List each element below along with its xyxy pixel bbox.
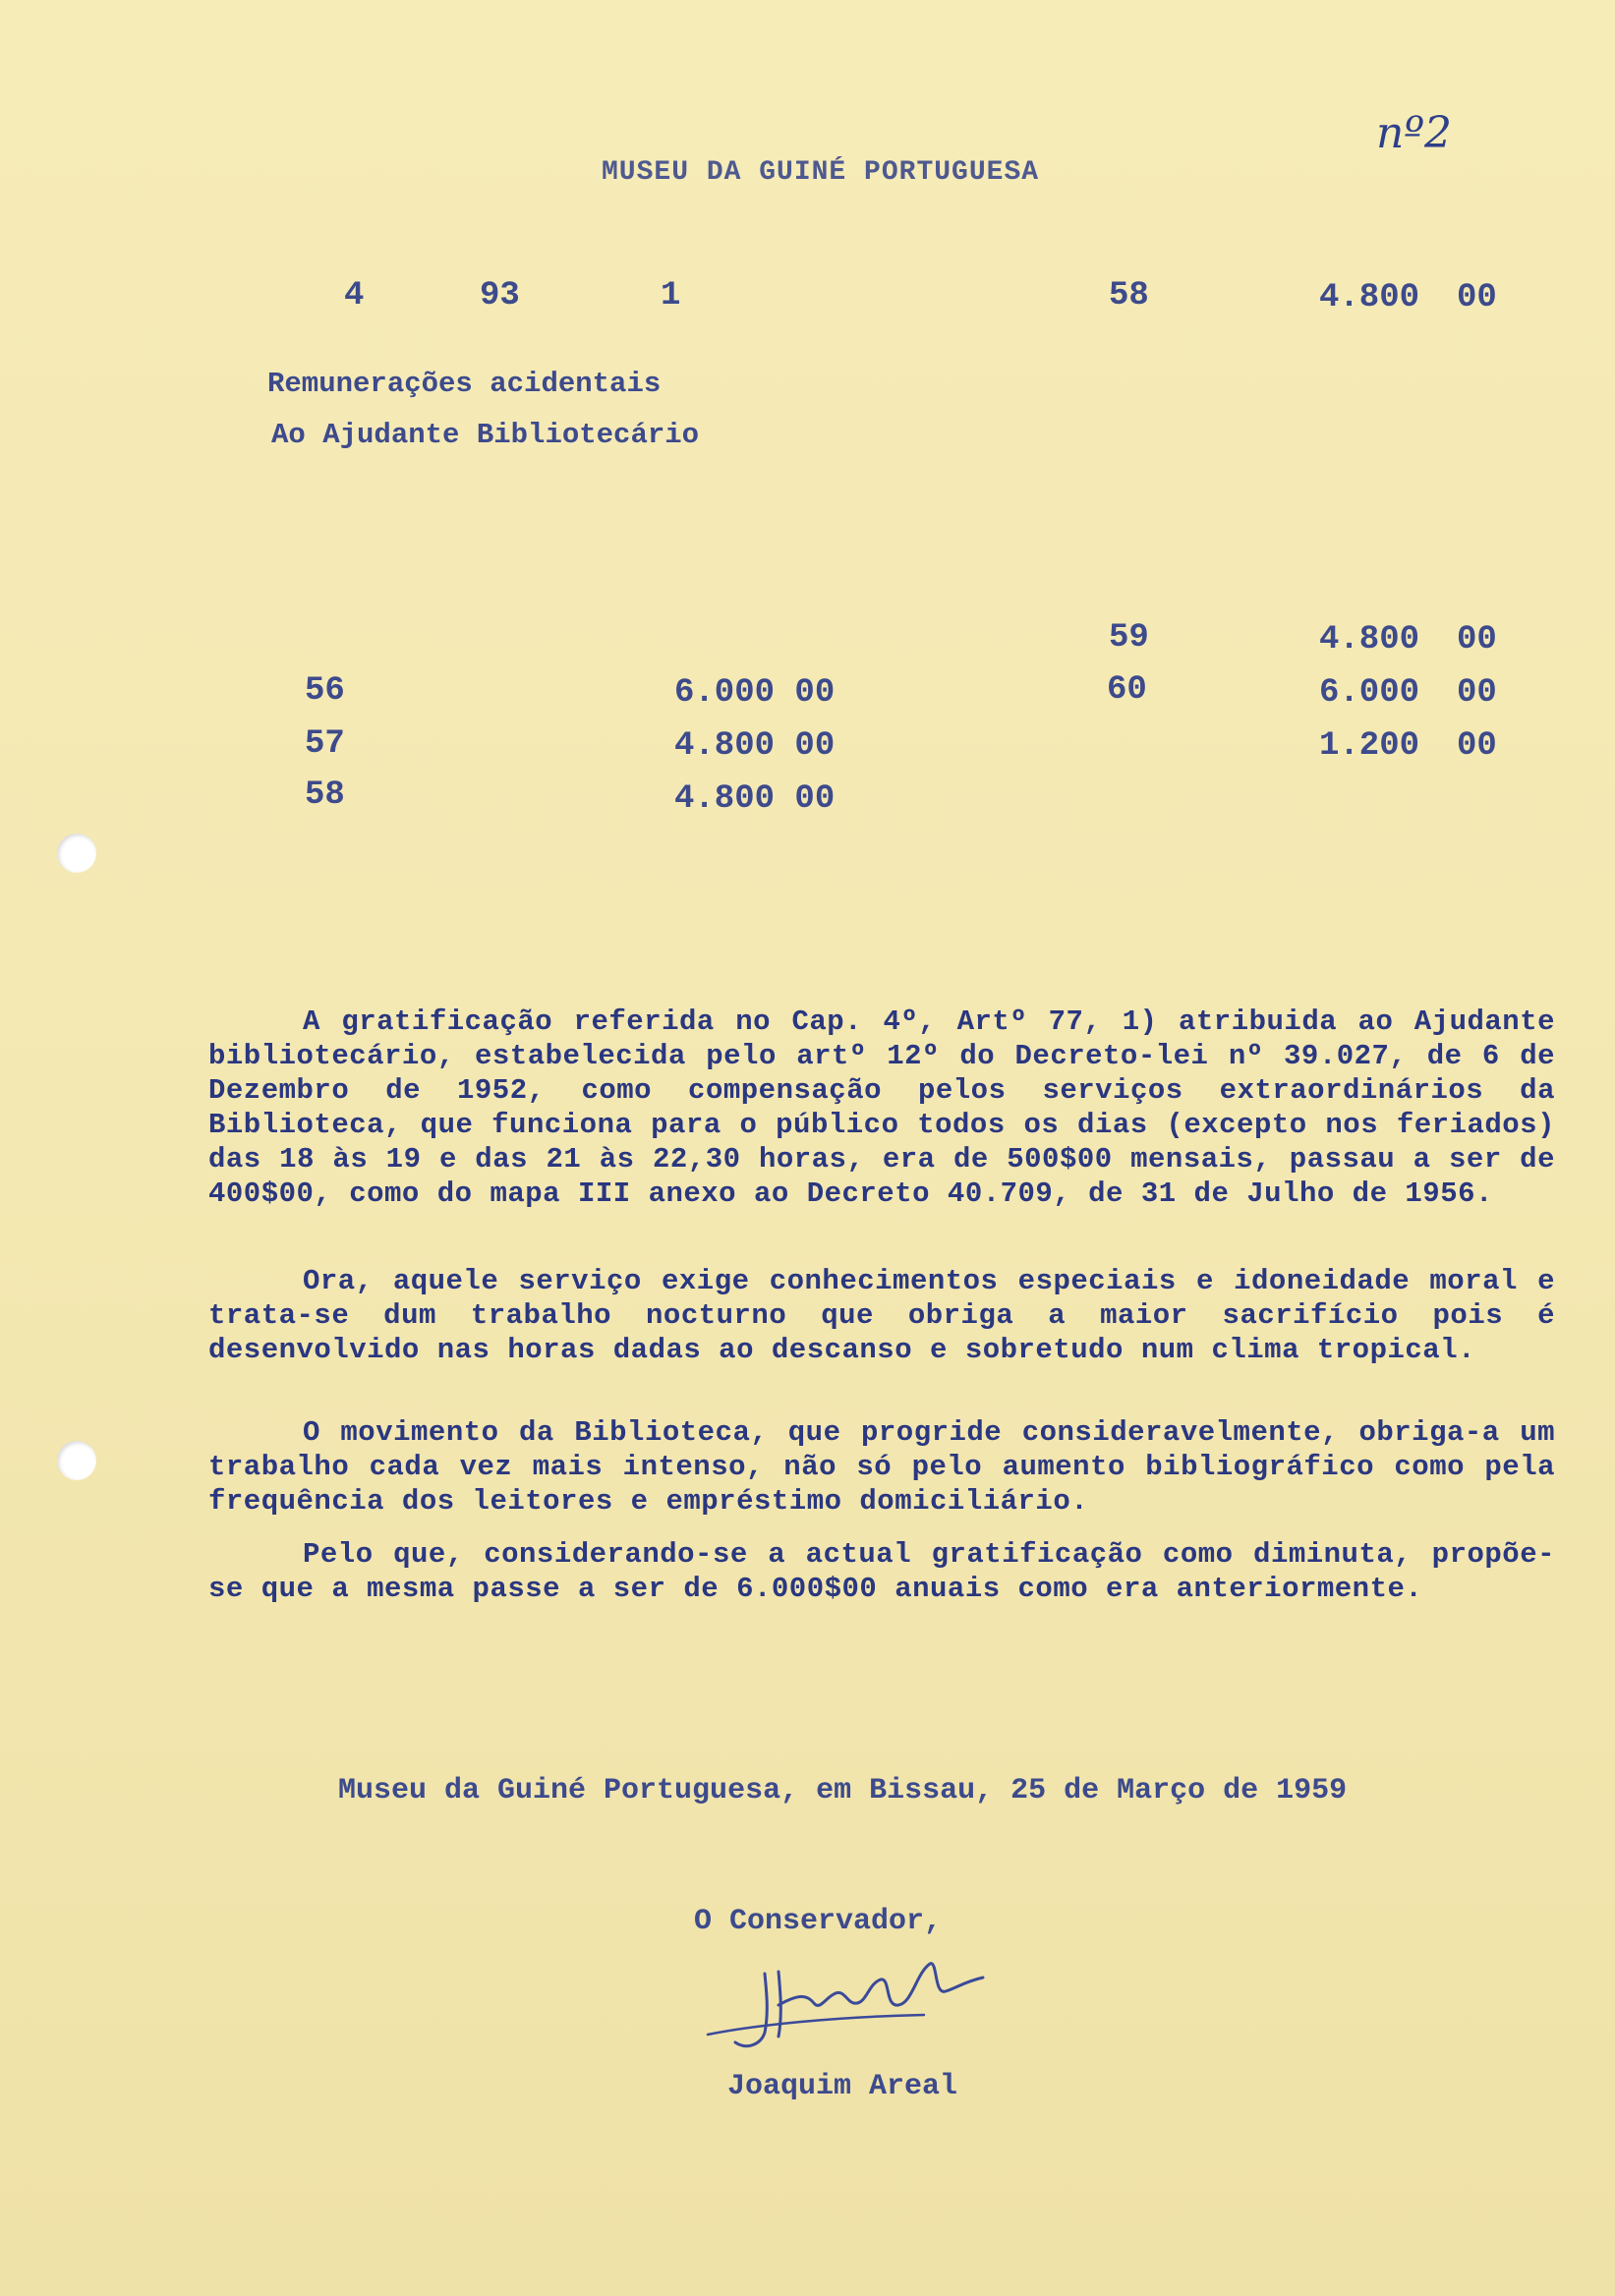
top-row-item: 1 (661, 277, 681, 315)
table-left-num-3: 58 (305, 776, 345, 814)
body-paragraph-3: O movimento da Biblioteca, que progride consideravelmente, obriga-a um trabalho cada vez mais intenso, não só pelo aumento bibliográfico como pela frequência dos leitores e empréstimo domiciliário. (208, 1416, 1555, 1518)
table-right-cents-3: 00 (1457, 727, 1497, 765)
heading-line-2: Ao Ajudante Bibliotecário (271, 419, 700, 451)
document-header: MUSEU DA GUINÉ PORTUGUESA (602, 157, 1040, 188)
table-right-amount-2: 6.000 (1319, 674, 1420, 712)
top-row-amount: 4.800 (1319, 279, 1420, 316)
signature-name: Joaquim Areal (727, 2070, 958, 2103)
punch-hole-bottom (57, 1441, 96, 1480)
top-row-number: 58 (1109, 277, 1149, 315)
top-row-cents: 00 (1457, 279, 1497, 316)
place-date: Museu da Guiné Portuguesa, em Bissau, 25 de Março de 1959 (338, 1774, 1348, 1808)
table-right-amount-1: 4.800 (1319, 621, 1420, 659)
signoff: O Conservador, (694, 1905, 943, 1938)
table-right-cents-2: 00 (1457, 674, 1497, 712)
table-right-cents-1: 00 (1457, 621, 1497, 659)
table-left-amount-2: 4.800 00 (674, 727, 836, 765)
heading-line-1: Remunerações acidentais (267, 368, 662, 400)
table-right-num-1: 59 (1109, 619, 1149, 657)
body-paragraph-1: A gratificação referida no Cap. 4º, Artº 77, 1) atribuida ao Ajudante bibliotecário, estabelecida pelo artº 12º do Decreto-lei nº 39.027, de 6 de Dezembro de 1952, como compensação pelos serviços extraordinários da Biblioteca, que funciona para o público todos os dias (excepto nos feriados) das 18 às 19 e das 21 às 22,30 horas, era de 500$00 mensais, passau a ser de 400$00, como do mapa III anexo ao Decreto 40.709, de 31 de Julho de 1956. (208, 1005, 1555, 1210)
table-right-amount-3: 1.200 (1319, 727, 1420, 765)
table-left-num-1: 56 (305, 672, 345, 710)
table-left-num-2: 57 (305, 725, 345, 763)
table-left-amount-1: 6.000 00 (674, 674, 836, 712)
top-row-art: 93 (480, 277, 520, 315)
body-paragraph-2: Ora, aquele serviço exige conhecimentos especiais e idoneidade moral e trata-se dum trabalho nocturno que obriga a maior sacrifício pois é desenvolvido nas horas dadas ao descanso e sobretudo num clima tropical. (208, 1265, 1555, 1366)
handwritten-signature (688, 1934, 1012, 2062)
page-number-mark: nº2 (1376, 108, 1453, 158)
top-row-cap: 4 (344, 277, 365, 315)
punch-hole-top (57, 833, 96, 873)
table-right-num-2: 60 (1107, 671, 1147, 709)
body-paragraph-4: Pelo que, considerando-se a actual gratificação como diminuta, propõe-se que a mesma passe a ser de 6.000$00 anuais como era anteriormente. (208, 1538, 1555, 1605)
table-left-amount-3: 4.800 00 (674, 780, 836, 818)
